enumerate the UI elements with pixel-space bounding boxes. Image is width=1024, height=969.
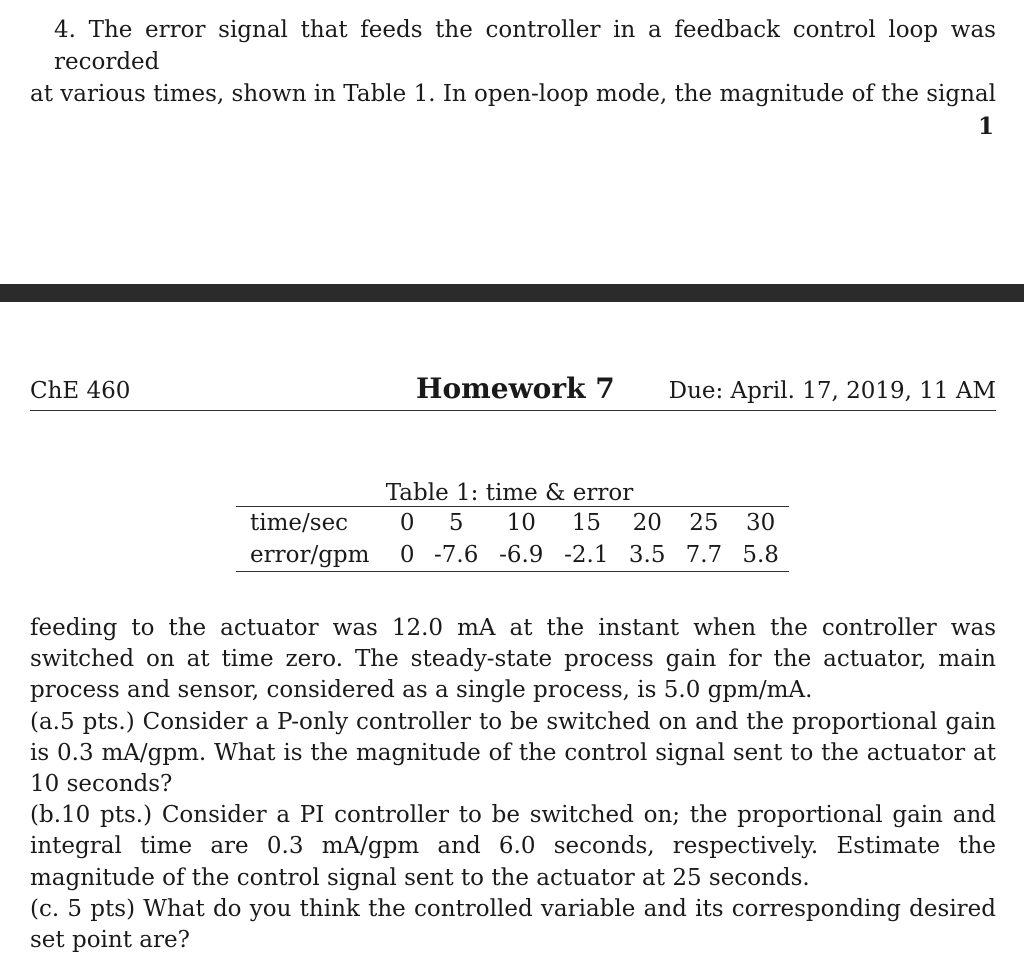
table-row-error [236, 539, 789, 572]
table-caption: Table 1: time & error [385, 480, 634, 506]
page-break-divider [0, 284, 1024, 302]
page-number: 1 [977, 113, 994, 140]
course-code: ChE 460 [30, 378, 131, 404]
table-cell: -7.6 [434, 542, 479, 568]
row-label-error: error/gpm [250, 542, 370, 568]
table-cell: 0 [399, 510, 415, 536]
table-cell: 30 [745, 510, 776, 536]
table-cell: 5 [448, 510, 464, 536]
part-c: (c. 5 pts) What do you think the controlled variable and its corresponding desired set point are? [30, 895, 996, 954]
table-cell: -2.1 [564, 542, 609, 568]
time-error-table [236, 506, 789, 572]
part-b: (b.10 pts.) Consider a PI controller to be switched on; the proportional gain and integral time are 0.3 mA/gpm and 6.0 seconds, respectively. Estimate the magnitude of the control signal sent to the actuator at 25 seconds. [30, 802, 996, 891]
table-cell: 0 [399, 542, 415, 568]
problem-body [30, 613, 996, 956]
data-table-block [236, 480, 789, 572]
due-date: Due: April. 17, 2019, 11 AM [668, 378, 996, 404]
previous-page-fragment [0, 0, 1024, 284]
table-cell: 7.7 [685, 542, 723, 568]
page-header [30, 372, 996, 411]
table-cell: 5.8 [742, 542, 779, 568]
table-cell: 10 [506, 510, 536, 536]
problem-intro-line-2: at various times, shown in Table 1. In open-loop mode, the magnitude of the signal [30, 81, 996, 107]
table-cell: 20 [632, 510, 662, 536]
homework-title: Homework 7 [416, 372, 615, 405]
table-cell: 25 [689, 510, 719, 536]
problem-continuation: feeding to the actuator was 12.0 mA at the instant when the controller was switched on at time zero. The steady-state process gain for the actuator, main process and sensor, considered as a single process, is 5.0 gpm/mA. [30, 615, 996, 704]
part-a: (a.5 pts.) Consider a P-only controller to be switched on and the proportional gain is 0.3 mA/gpm. What is the magnitude of the control signal sent to the actuator at 10 seconds? [30, 708, 996, 798]
table-cell: -6.9 [499, 542, 544, 568]
table-cell: 3.5 [628, 542, 666, 568]
row-label-time: time/sec [250, 510, 349, 536]
table-row-time [236, 507, 789, 540]
problem-intro-line-1: 4. The error signal that feeds the controller in a feedback control loop was recorded [54, 17, 996, 75]
problem-intro [30, 14, 996, 110]
table-cell: 15 [571, 510, 601, 536]
